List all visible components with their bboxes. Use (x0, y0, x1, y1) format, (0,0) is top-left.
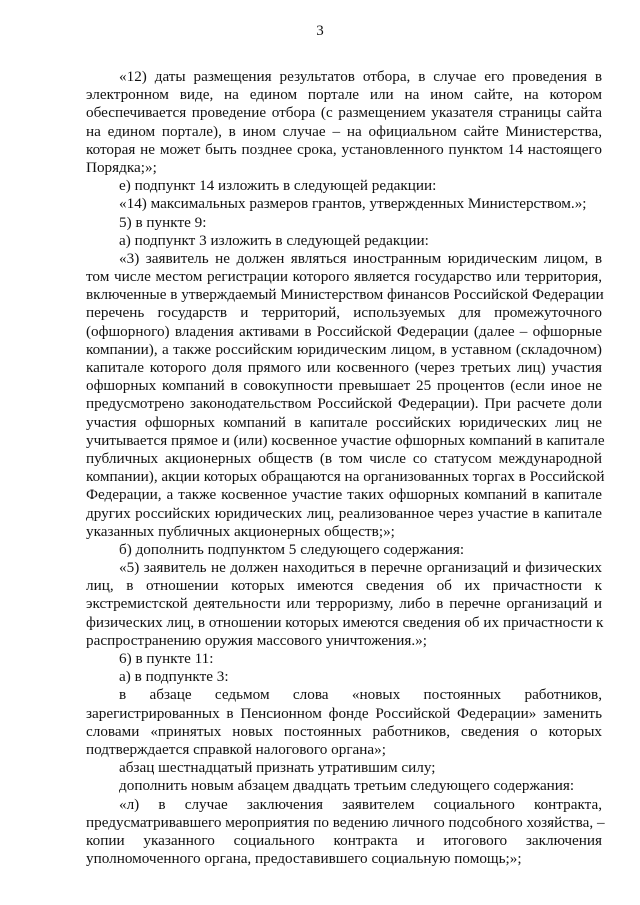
text-line: е) подпункт 14 изложить в следующей редакции: (119, 177, 437, 195)
paragraph (86, 68, 602, 177)
text-line: «л) в случае заключения заявителем социального контракта, (119, 795, 602, 813)
paragraph (86, 795, 605, 869)
text-line: капитале которого доля прямого или косвенного (через третьих лиц) участия (86, 359, 602, 376)
text-line: «14) максимальных размеров грантов, утвержденных Министерством.»; (119, 195, 587, 213)
paragraph (86, 759, 602, 777)
text-line: предусматривавшего мероприятия по ведению личного подсобного хозяйства, – (86, 813, 605, 831)
text-line: включенные в утверждаемый Министерством финансов Российской Федерации (86, 286, 604, 304)
text-line: на едином портале), в ином случае – на официальном сайте Министерства, (86, 122, 602, 140)
text-line: предусмотрено законодательством Российской Федерации). При расчете доли (86, 395, 602, 413)
text-line: а) в подпункте 3: (119, 668, 229, 686)
text-line: публичных акционерных обществ (в том числе со статусом международной (86, 449, 602, 467)
text-line: 6) в пункте 11: (119, 650, 214, 667)
paragraph (86, 195, 602, 213)
text-line: других российских юридических лиц, реализованное через участие в капитале (86, 504, 602, 522)
text-line: Порядка;»; (86, 158, 157, 176)
text-line: в абзаце седьмом слова «новых постоянных работников, (119, 686, 602, 704)
text-line: б) дополнить подпунктом 5 следующего содержания: (119, 540, 465, 558)
text-line: абзац шестнадцатый признать утратившим силу; (119, 759, 436, 777)
paragraph (86, 232, 602, 250)
text-line: а) подпункт 3 изложить в следующей редакции: (119, 231, 429, 249)
document-body (86, 68, 605, 868)
text-line: компании), акции которых обращаются на организованных торгах в Российской (86, 468, 605, 486)
paragraph (86, 668, 602, 686)
text-line: том числе местом регистрации которого является государство или территория, (86, 268, 602, 286)
text-line: обеспечивается проведение отбора (с размещением указателя страницы сайта (86, 104, 602, 122)
text-line: лиц, в отношении которых имеются сведения об их причастности к (86, 577, 602, 595)
paragraph (86, 559, 602, 650)
text-line: «12) даты размещения результатов отбора, в случае его проведения в (119, 68, 602, 85)
text-line: которая не может быть позднее срока, установленного пунктом 14 настоящего (86, 140, 602, 158)
paragraph (86, 686, 602, 759)
text-line: зарегистрированных в Пенсионном фонде Российской Федерации» заменить (86, 704, 602, 722)
text-line: распространению оружия массового уничтожения.»; (86, 631, 427, 649)
paragraph (86, 650, 602, 668)
text-line: физических лиц, в отношении которых имеются сведения об их причастности к (86, 613, 604, 631)
text-line: 5) в пункте 9: (119, 213, 207, 231)
text-line: «5) заявитель не должен находиться в перечне организаций и физических (119, 559, 602, 577)
text-line: словами «принятых новых постоянных работников, сведения о которых (86, 722, 602, 740)
text-line: Федерации, а также косвенное участие таких офшорных компаний в капитале (86, 486, 602, 504)
paragraph (86, 177, 602, 195)
text-line: указанных публичных акционерных обществ;»; (86, 522, 395, 540)
paragraph (86, 777, 602, 795)
text-line: «3) заявитель не должен являться иностранным юридическим лицом, в (119, 249, 602, 267)
text-line: уполномоченного органа, предоставившего социальную помощь;»; (86, 850, 522, 868)
text-line: (офшорного) владения активами в Российской Федерации (далее – офшорные (86, 322, 602, 340)
paragraph (86, 214, 602, 232)
text-line: копии указанного социального контракта и итогового заключения (86, 831, 602, 849)
text-line: учитывается прямое и (или) косвенное участие офшорных компаний в капитале (86, 431, 605, 449)
text-line: офшорных компаний в совокупности превышает 25 процентов (если иное не (86, 377, 602, 395)
page-number: 3 (316, 23, 324, 39)
paragraph (86, 249, 605, 541)
text-line: дополнить новым абзацем двадцать третьим следующего содержания: (119, 777, 575, 795)
text-line: компании), а также российским юридическим лицом, в уставном (складочном) (86, 340, 602, 358)
text-line: подтверждается справкой налогового органа»; (86, 740, 386, 758)
text-line: перечень государств и территорий, используемых для промежуточного (86, 304, 602, 322)
text-line: электронном виде, на едином портале или на ином сайте, на котором (86, 86, 602, 104)
text-line: экстремистской деятельности или терроризму, либо в перечне организаций и (86, 595, 602, 613)
text-line: участия офшорных компаний в капитале российских юридических лиц не (86, 413, 602, 431)
paragraph (86, 541, 602, 559)
